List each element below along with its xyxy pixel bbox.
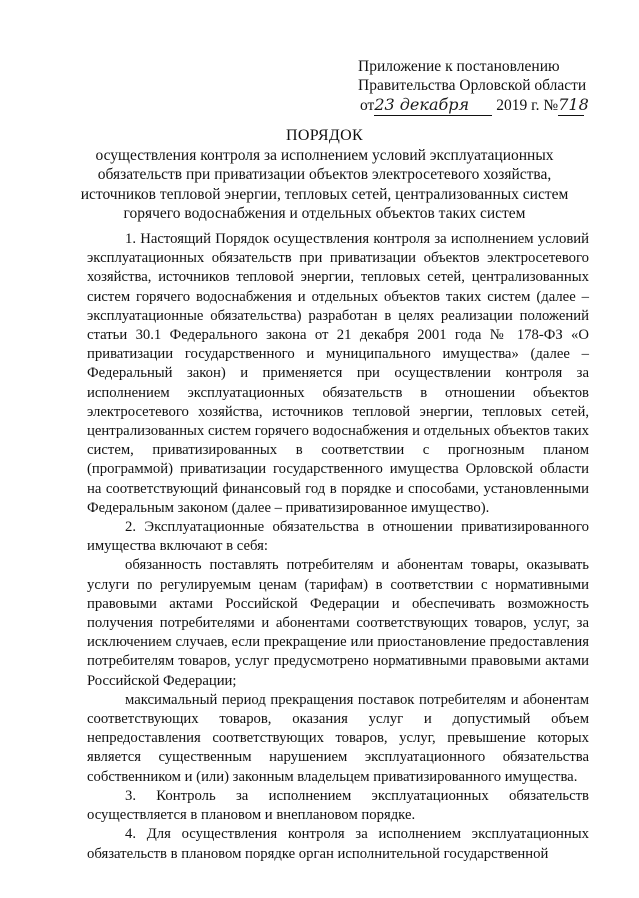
header-line-2: Правительства Орловской области	[358, 77, 587, 94]
handwritten-number-field	[558, 95, 589, 116]
header-line-1: Приложение к постановлению	[358, 58, 560, 75]
paragraph-4: 4. Для осуществления контроля за исполнением эксплуатационных обязательств в плановом порядке орган исполнительной государственной	[87, 826, 589, 862]
title-line-3: источников тепловой энергии, тепловых сетей, централизованных систем	[80, 185, 569, 203]
paragraph-1: 1. Настоящий Порядок осуществления контроля за исполнением условий эксплуатационных обязательств при приватизации объектов электросетевого хозяйства, источников тепловой энергии, тепловых сетей, централизованных систем горячего водоснабжения и отдельных объектов таких систем (далее – эксплуатационные обязательства) разработан в целях реализации положений статьи 30.1 Федерального закона от 21 декабря 2001 года № 178-ФЗ «О приватизации государственного и муниципального имущества» (далее – Федеральный закон) и применяется при осуществлении контроля за исполнением эксплуатационных обязательств в отношении объектов электросетевого хозяйства, источников тепловой энергии, тепловых сетей, централизованных систем горячего водоснабжения и отдельных объектов таких систем, приватизированных в соответствии с прогнозным планом (программой) приватизации государственного имущества Орловской области на соответствующий финансовый год в порядке и способами, установленными Федеральным законом (далее – приватизированное имущество).	[87, 231, 589, 516]
header-date-prefix: от	[360, 97, 375, 114]
paragraph-2-item-1: обязанность поставлять потребителям и абонентам товары, оказывать услуги по регулируемым ценам (тарифам) в соответствии с нормативными правовыми актами Российской Федерации и обеспечивать возможность получения потребителями и абонентами соответствующих товаров, услуг, за исключением случаев, если прекращение или приостановление предоставления потребителям товаров, услуг предусмотрено нормативными правовыми актами Российской Федерации;	[87, 557, 589, 689]
document-body	[87, 230, 589, 864]
title-line-2: обязательств при приватизации объектов электросетевого хозяйства,	[97, 166, 552, 183]
title-line-1: осуществления контроля за исполнением условий эксплуатационных	[95, 146, 554, 164]
header-line-3	[358, 95, 618, 116]
paragraph-3: 3. Контроль за исполнением эксплуатационных обязательств осуществляется в плановом и внеплановом порядке.	[87, 787, 589, 824]
paragraph-2: 2. Эксплуатационные обязательства в отношении приватизированного имущества включают в себя:	[87, 519, 589, 555]
handwritten-number: 718	[558, 95, 589, 114]
title-heading: ПОРЯДОК	[286, 127, 363, 144]
approval-header	[358, 57, 618, 116]
title-line-4: горячего водоснабжения и отдельных объектов таких систем	[123, 205, 526, 222]
header-year: 2019 г. №	[496, 97, 559, 114]
document-title	[60, 126, 589, 224]
handwritten-date-field	[374, 95, 492, 116]
paragraph-2-item-2: максимальный период прекращения поставок потребителям и абонентам соответствующих товаров, оказания услуг и допустимый объем непредоставления соответствующих товаров, услуг, превышение которых является существенным нарушением эксплуатационного обязательства собственником и (или) законным владельцем приватизированного имущества.	[87, 691, 589, 785]
handwritten-date: 23 декабря	[374, 95, 470, 114]
